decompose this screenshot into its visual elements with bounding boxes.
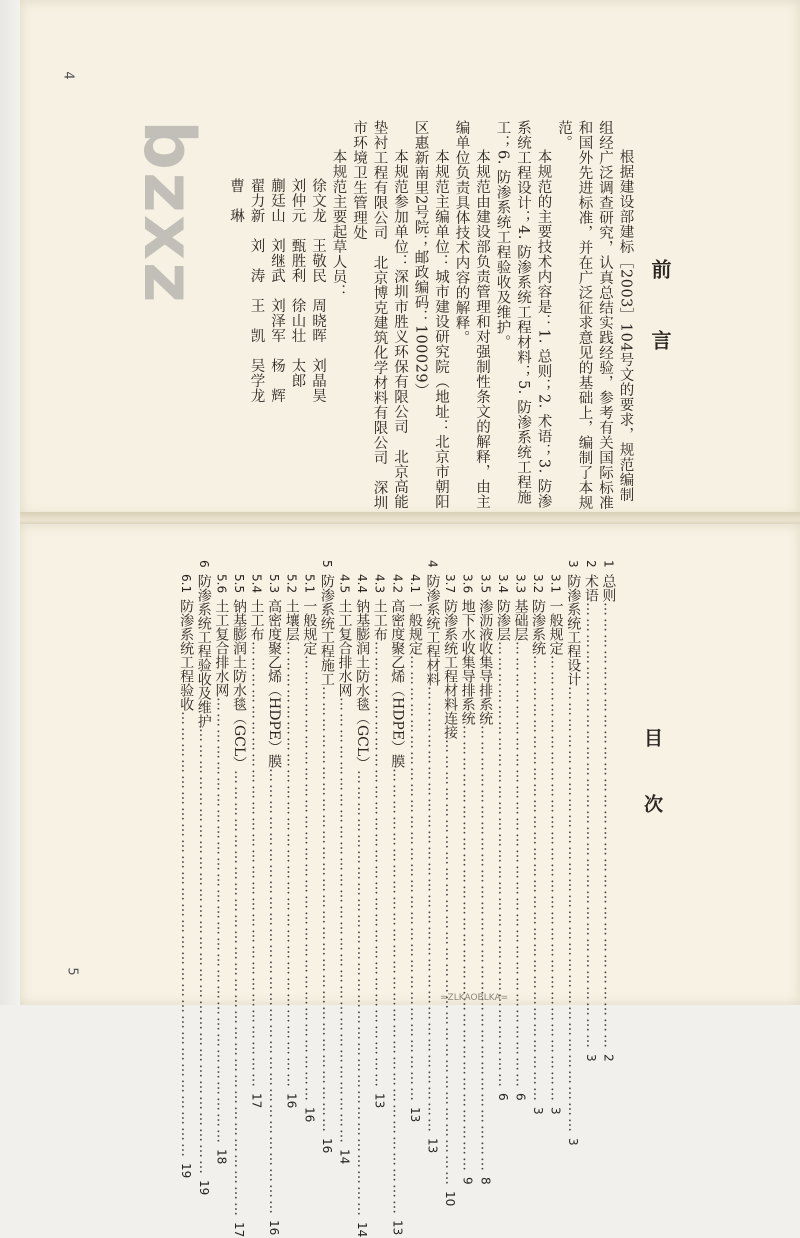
toc-entry[interactable] — [317, 560, 335, 1153]
toc-entry-title: 渗沥液收集导排系统 — [477, 599, 494, 726]
toc-entry-title: 防渗系统 — [530, 599, 547, 656]
toc-entry-number: 3.7 — [443, 574, 458, 594]
preface-title: 前 言 — [648, 258, 672, 372]
toc-entry-page: 16 — [319, 1137, 334, 1153]
toc-entry-title: 防渗系统工程材料连接 — [442, 599, 459, 740]
toc-entry-number: 3 — [566, 560, 581, 568]
toc-entry-page: 13 — [390, 1220, 405, 1236]
toc-entry-number: 1 — [601, 560, 616, 568]
toc-entry[interactable] — [476, 560, 494, 1185]
page-number: 5 — [64, 967, 80, 976]
toc-entry-title: 防渗系统工程设计 — [565, 573, 582, 686]
toc-entry[interactable] — [265, 560, 283, 1236]
toc-entry-title: 土工复合排水网 — [213, 599, 230, 698]
toc-leader-dots: ………………………………………………………………………… — [530, 655, 547, 1104]
toc-entry-number: 5.3 — [267, 574, 282, 594]
toc-leader-dots: ………………………………………………………………………… — [442, 739, 459, 1188]
toc-leader-dots: ………………………………………………………………………… — [213, 697, 230, 1146]
toc-entry[interactable] — [564, 560, 582, 1146]
toc-entry-number: 2 — [583, 560, 598, 568]
toc-entry-number: 4.1 — [407, 574, 422, 594]
toc-entry-page: 2 — [601, 1053, 616, 1062]
toc-leader-dots: ………………………………………………………………………… — [336, 697, 353, 1146]
toc-entry[interactable] — [194, 560, 212, 1195]
toc-entry[interactable] — [229, 560, 247, 1238]
toc-entry-number: 3.5 — [478, 574, 493, 594]
toc-leader-dots: ………………………………………………………………………… — [318, 685, 335, 1134]
toc-entry[interactable] — [177, 560, 195, 1179]
toc-entry-number: 3.4 — [495, 574, 510, 594]
toc-entry-page: 9 — [460, 1177, 475, 1185]
toc-entry-page: 17 — [231, 1222, 246, 1238]
toc-leader-dots: ………………………………………………………………………… — [494, 641, 511, 1090]
preface-page — [20, 0, 800, 516]
toc-entry-number: 5.4 — [249, 574, 264, 594]
drafters-line: 翟力新 刘 涛 王 凯 吴学龙 — [248, 178, 265, 403]
toc-entry-number: 4.5 — [337, 574, 352, 594]
toc-entry-number: 3.3 — [513, 574, 528, 594]
toc-entry-page: 18 — [214, 1149, 229, 1165]
toc-entry-page: 13 — [372, 1093, 387, 1109]
toc-leader-dots: ………………………………………………………………………… — [565, 685, 582, 1134]
toc-entry-page: 3 — [548, 1107, 563, 1115]
toc-entry[interactable] — [440, 560, 459, 1207]
toc-entry-number: 5.6 — [214, 574, 229, 594]
toc-leader-dots: ………………………………………………………………………… — [371, 641, 388, 1090]
toc-leader-dots: ………………………………………………………………………… — [459, 725, 476, 1174]
toc-entry-number: 4.3 — [372, 574, 387, 594]
toc-entry-page: 3 — [531, 1107, 546, 1115]
toc-leader-dots: ………………………………………………………………………… — [195, 727, 212, 1176]
toc-leader-dots: ………………………………………………………………………… — [600, 601, 617, 1050]
toc-entry-page: 6 — [513, 1093, 528, 1101]
toc-entry[interactable] — [335, 560, 353, 1165]
toc-entry-page: 8 — [478, 1177, 493, 1185]
toc-entry-number: 4.4 — [355, 574, 370, 594]
toc-entry-title: 基础层 — [512, 599, 529, 642]
toc-entry[interactable] — [546, 560, 564, 1115]
toc-entry[interactable] — [423, 560, 441, 1153]
toc-entry[interactable] — [581, 560, 599, 1062]
toc-entry[interactable] — [300, 560, 318, 1123]
toc-entry-title: 一般规定 — [301, 599, 318, 656]
toc-entry-page: 17 — [249, 1093, 264, 1109]
drafters-line: 曹 琳 — [228, 178, 244, 223]
preface-paragraph: 本规范的主要技术内容是：1. 总则；2. 术语；3. 防渗系统工程设计；4. 防渗系统工程材料；5. 防渗系统工程施工；6. 防渗系统工程验收及维护。 — [494, 120, 552, 509]
preface-paragraph: 本规范主编单位：城市建设研究院（地址：北京市朝阳区惠新南里2号院；邮政编码：100029） — [412, 120, 449, 509]
toc-leader-dots: ………………………………………………………………………… — [582, 601, 599, 1050]
toc-entry[interactable] — [528, 560, 547, 1115]
toc-entry-page: 6 — [495, 1093, 510, 1101]
toc-page — [20, 524, 800, 1238]
toc-entry-page: 14 — [355, 1222, 370, 1238]
preface-paragraph: 根据建设部建标［2003］104号文的要求，规范编制组经广泛调查研究，认真总结实践经验，参考有关国际标准和国外先进标准，并在广泛征求意见的基础上，编制了本规范。 — [556, 120, 634, 510]
toc-entry[interactable] — [493, 560, 511, 1101]
toc-leader-dots: ………………………………………………………………………… — [301, 655, 318, 1104]
toc-list — [80, 560, 663, 1238]
toc-entry-page: 10 — [443, 1191, 458, 1207]
drafters-line: 徐文龙 王敬民 周晓晖 刘晶昊 — [310, 178, 326, 403]
toc-leader-dots: ………………………………………………………………………… — [424, 685, 441, 1134]
toc-entry-page: 19 — [196, 1179, 211, 1195]
toc-leader-dots: ………………………………………………………………………… — [512, 641, 529, 1090]
toc-leader-dots: ………………………………………………………………………… — [248, 641, 265, 1090]
footer-mark: =ZLKAOBLKA= — [440, 993, 509, 1003]
toc-entry-title: 土工布 — [248, 599, 265, 642]
toc-entry[interactable] — [247, 560, 265, 1109]
toc-entry-title: 术语 — [582, 573, 599, 602]
preface-text — [228, 120, 672, 510]
toc-entry-page: 14 — [337, 1149, 352, 1165]
toc-entry[interactable] — [370, 560, 388, 1109]
scan-left-margin — [0, 0, 20, 1005]
toc-entry-number: 5.1 — [302, 574, 317, 594]
toc-entry-title: 总则 — [600, 573, 617, 602]
toc-entry-page: 16 — [267, 1220, 282, 1236]
toc-leader-dots: ………………………………………………………………………… — [230, 770, 247, 1219]
toc-entry-title: 高密度聚乙烯（HDPE）膜 — [266, 599, 283, 769]
toc-leader-dots: ………………………………………………………………………… — [547, 655, 564, 1104]
toc-leader-dots: ………………………………………………………………………… — [178, 711, 195, 1160]
toc-entry-title: 防渗层 — [494, 599, 511, 642]
drafters-label: 本规范主要起草人员： — [330, 149, 347, 299]
toc-entry-title: 地下水收集导排系统 — [459, 599, 476, 726]
toc-entry[interactable] — [599, 560, 617, 1062]
toc-entry-title: 钠基膨润土防水毯（GCL） — [230, 599, 247, 771]
drafters-line: 刘仲元 甄胜利 徐山壮 太郎 — [289, 178, 306, 388]
toc-entry-title: 土壤层 — [283, 599, 300, 642]
toc-entry-page: 19 — [179, 1163, 194, 1179]
toc-entry-page: 13 — [425, 1137, 440, 1153]
toc-entry-number: 5 — [319, 560, 334, 568]
toc-entry-number: 3.2 — [531, 574, 546, 594]
toc-entry[interactable] — [511, 560, 529, 1101]
toc-entry[interactable] — [212, 560, 230, 1165]
page-number: 4 — [60, 71, 76, 80]
toc-entry[interactable] — [353, 560, 371, 1238]
drafters-line: 蒯廷山 刘继武 刘泽军 杨 辉 — [269, 178, 285, 403]
toc-entry-number: 5.5 — [231, 574, 246, 594]
toc-entry[interactable] — [388, 560, 406, 1236]
toc-leader-dots: ………………………………………………………………………… — [354, 770, 371, 1219]
toc-entry-title: 一般规定 — [547, 599, 564, 656]
toc-entry-number: 3.1 — [548, 574, 563, 594]
toc-entry[interactable] — [458, 560, 476, 1185]
watermark-logo: bzxz — [128, 120, 210, 305]
toc-entry-title: 防渗系统工程材料 — [424, 573, 441, 686]
toc-entry-title: 防渗系统工程验收 — [178, 599, 195, 712]
toc-entry-number: 4 — [425, 560, 440, 568]
preface-paragraph: 本规范参加单位：深圳市胜义环保有限公司 北京高能垫衬工程有限公司 北京博克建筑化学材料有限公司 深圳市环境卫生管理处 — [351, 120, 408, 510]
toc-entry[interactable] — [282, 560, 300, 1109]
toc-leader-dots: ………………………………………………………………………… — [406, 655, 423, 1104]
toc-entry-title: 防渗系统工程施工 — [318, 573, 335, 686]
toc-entry-title: 一般规定 — [406, 599, 423, 656]
toc-leader-dots: ………………………………………………………………………… — [266, 768, 283, 1217]
toc-entry-number: 5.2 — [284, 574, 299, 594]
toc-entry-number: 4.2 — [390, 574, 405, 594]
toc-entry-page: 13 — [407, 1107, 422, 1123]
toc-entry-page: 16 — [302, 1107, 317, 1123]
toc-entry-number: 3.6 — [460, 574, 475, 594]
toc-entry-title: 高密度聚乙烯（HDPE）膜 — [389, 599, 406, 769]
toc-entry-title: 钠基膨润土防水毯（GCL） — [354, 599, 371, 771]
toc-entry-number: 6 — [196, 560, 211, 568]
toc-entry-title: 土工布 — [371, 599, 388, 642]
toc-leader-dots: ………………………………………………………………………… — [389, 768, 406, 1217]
toc-entry[interactable] — [405, 560, 423, 1123]
toc-leader-dots: ………………………………………………………………………… — [477, 725, 494, 1174]
toc-entry-page: 16 — [284, 1093, 299, 1109]
toc-entry-title: 土工复合排水网 — [336, 599, 353, 698]
preface-paragraph: 本规范由建设部负责管理和对强制性条文的解释，由主编单位负责具体技术内容的解释。 — [453, 120, 490, 509]
toc-entry-title: 防渗系统工程验收及维护 — [195, 573, 212, 728]
toc-entry-page: 3 — [566, 1137, 581, 1146]
toc-entry-number: 6.1 — [179, 574, 194, 594]
toc-entry-page: 3 — [583, 1053, 598, 1062]
toc-title: 目 次 — [641, 727, 663, 833]
toc-leader-dots: ………………………………………………………………………… — [283, 641, 300, 1090]
